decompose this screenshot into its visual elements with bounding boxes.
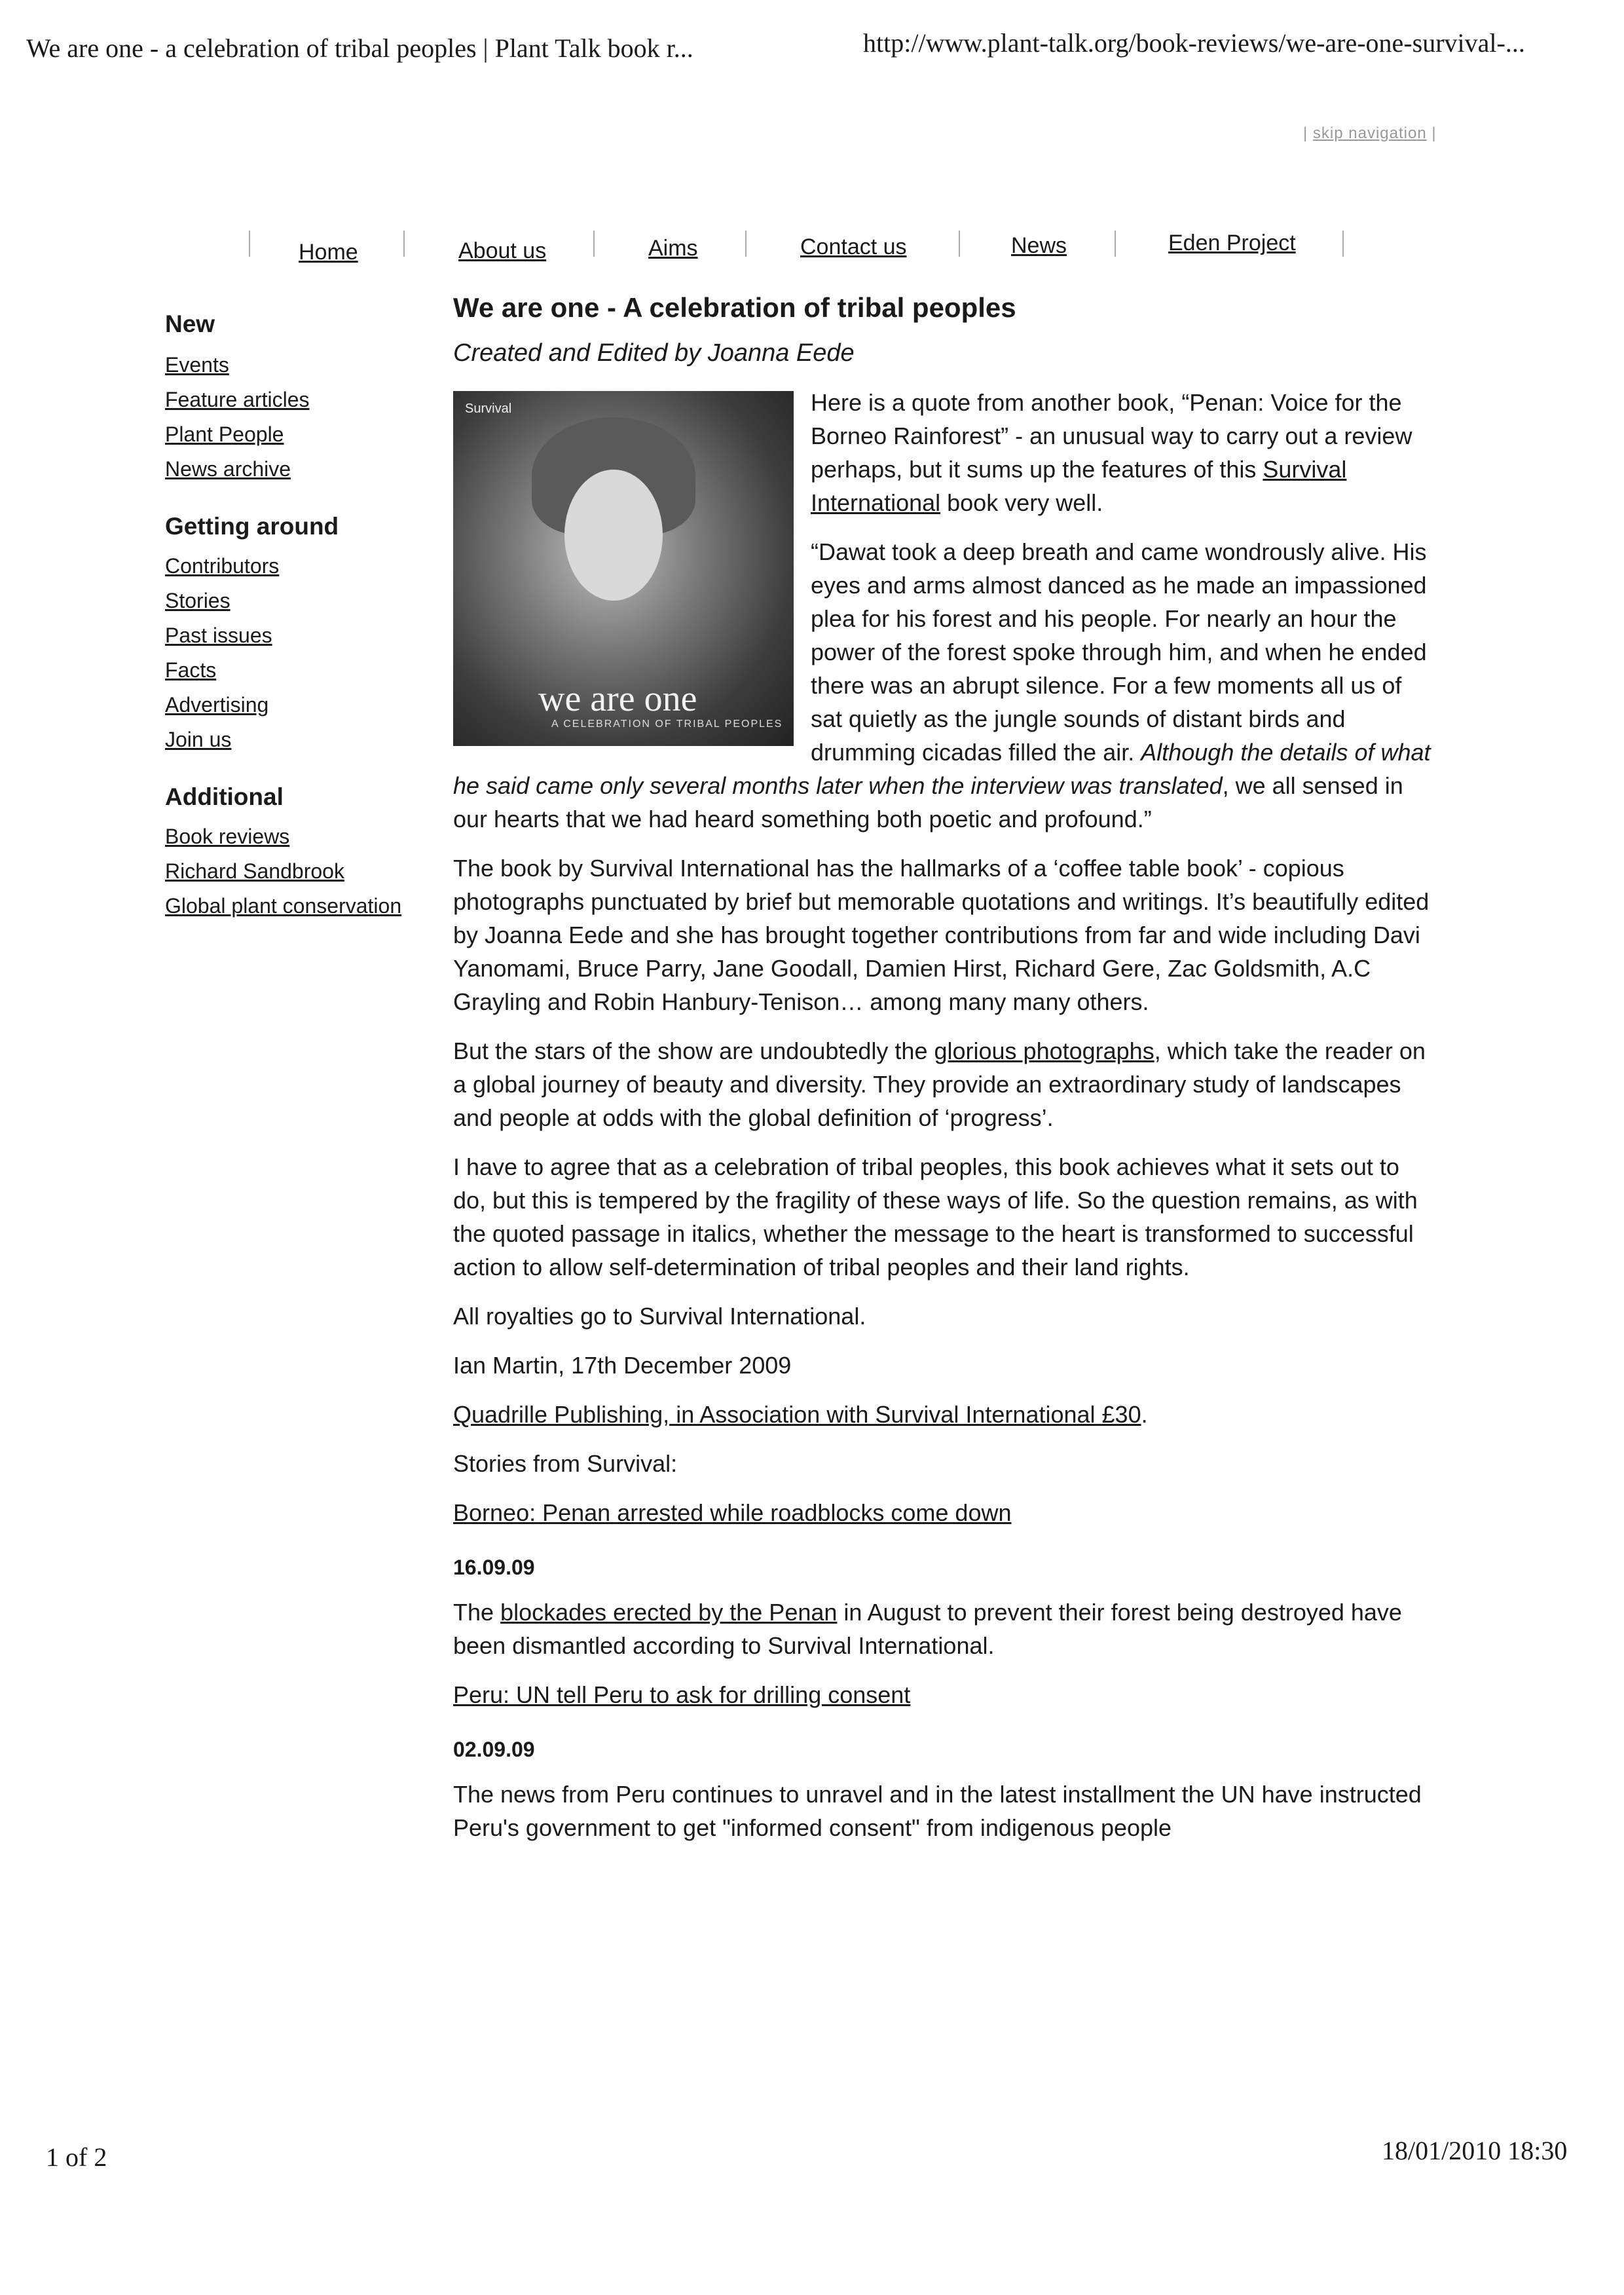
quote-text: “Dawat took a deep breath and came wondrously alive. His eyes and arms almost danced as he made an impassioned plea for his forest and his people. For nearly an hour the power of the forest spoke through him, and when he ended there was an abrupt silence. For a few moments all us of sat quietly as the jungle sounds of distant birds and drumming cicadas filled the air.: [811, 538, 1427, 766]
skip-navigation-link[interactable]: | skip navigation |: [1303, 124, 1437, 142]
paragraph-photographs: [453, 1034, 1435, 1134]
photographs-text: But the stars of the show are undoubtedly the: [453, 1037, 934, 1064]
sidebar-item-feature-articles[interactable]: Feature articles: [165, 388, 310, 411]
article-body: [453, 367, 1435, 1844]
sidebar-list-getting-around: [165, 549, 440, 757]
nav-separator: [1342, 231, 1344, 257]
cover-subtitle: A CELEBRATION OF TRIBAL PEOPLES: [551, 718, 783, 730]
sidebar-item-news-archive[interactable]: News archive: [165, 457, 291, 481]
top-navigation: [242, 231, 1356, 270]
sidebar-item-advertising[interactable]: Advertising: [165, 693, 269, 717]
intro-text-end: book very well.: [940, 489, 1103, 516]
print-page-url: http://www.plant-talk.org/book-reviews/we-are-one-survival-...: [863, 28, 1525, 58]
sidebar-item-events[interactable]: Events: [165, 353, 229, 377]
sidebar-list-additional: [165, 819, 440, 924]
sidebar-item-stories[interactable]: Stories: [165, 589, 231, 612]
publisher-link[interactable]: Quadrille Publishing, in Association with Survival International £30: [453, 1401, 1141, 1428]
print-page-title: We are one - a celebration of tribal peoples | Plant Talk book r...: [26, 33, 693, 63]
quote-italic-text: Although the details of what he said came only several months later when the interview was translated: [453, 739, 1431, 799]
nav-separator: [745, 231, 747, 257]
story-1-title: [453, 1496, 1435, 1529]
nav-news[interactable]: News: [1011, 233, 1067, 258]
main-content: [453, 292, 1435, 1844]
nav-separator: [1115, 231, 1116, 257]
sidebar-item-plant-people[interactable]: Plant People: [165, 422, 284, 446]
sidebar-item-contributors[interactable]: Contributors: [165, 554, 280, 578]
print-page-number: 1 of 2: [46, 2142, 107, 2172]
cover-brand: Survival: [465, 401, 512, 416]
sidebar-list-new: [165, 348, 440, 487]
story-1-text: The: [453, 1599, 501, 1626]
book-cover-image: [453, 391, 794, 746]
story-1-date: 16.09.09: [453, 1556, 535, 1579]
sidebar-item-global-plant-conservation[interactable]: Global plant conservation: [165, 894, 402, 918]
glorious-photographs-link[interactable]: glorious photographs: [934, 1037, 1154, 1064]
nav-separator: [249, 231, 250, 257]
sidebar-item-richard-sandbrook[interactable]: Richard Sandbrook: [165, 859, 344, 883]
stories-heading: Stories from Survival:: [453, 1450, 678, 1477]
author-date: Ian Martin, 17th December 2009: [453, 1352, 792, 1379]
nav-eden-project[interactable]: Eden Project: [1168, 231, 1296, 255]
cover-face: [564, 470, 663, 601]
story-2-summary: The news from Peru continues to unravel and in the latest installment the UN have instructed Peru's government to get "informed consent" from indigenous people: [453, 1781, 1422, 1841]
article-byline: Created and Edited by Joanna Eede: [453, 339, 855, 367]
sidebar-item-join-us[interactable]: Join us: [165, 728, 232, 751]
sidebar-item-book-reviews[interactable]: Book reviews: [165, 825, 290, 848]
nav-home[interactable]: Home: [299, 240, 358, 265]
sidebar-heading-additional: Additional: [165, 783, 284, 810]
story-1-summary: [453, 1595, 1435, 1662]
story-2-title: [453, 1678, 1435, 1711]
story-2-date: 02.09.09: [453, 1738, 535, 1761]
paragraph-royalties: All royalties go to Survival International.: [453, 1303, 866, 1330]
paragraph-conclusion: I have to agree that as a celebration of tribal peoples, this book achieves what it sets out to do, but this is tempered by the fragility of these ways of life. So the question remains, as with the quoted passage in italics, whether the message to the heart is transformed to successful action to allow self-determination of tribal peoples and their land rights.: [453, 1153, 1418, 1280]
nav-about-us[interactable]: About us: [458, 238, 547, 263]
paragraph-coffee-table: The book by Survival International has the hallmarks of a ‘coffee table book’ - copious photographs punctuated by brief but memorable quotations and writings. It’s beautifully edited by Joanna Eede and she has brought together contributions from far and wide including Davi Yanomami, Bruce Parry, Jane Goodall, Damien Hirst, Richard Gere, Zac Goldsmith, A.C Grayling and Robin Hanbury-Tenison… among many many others.: [453, 855, 1430, 1015]
publisher-line: [453, 1398, 1435, 1431]
cover-title: we are one: [538, 679, 697, 719]
photographs-text-end: , which take the reader on a global journey of beauty and diversity. They provide an extraordinary study of landscapes and people at odds with the global definition of ‘progress’.: [453, 1037, 1426, 1131]
blockades-link[interactable]: blockades erected by the Penan: [500, 1599, 838, 1626]
publisher-period: .: [1141, 1401, 1148, 1428]
sidebar: [165, 307, 440, 924]
nav-separator: [959, 231, 960, 257]
quote-text-end: , we all sensed in our hearts that we had heard something both poetic and profound.”: [453, 772, 1403, 832]
story-1-link[interactable]: Borneo: Penan arrested while roadblocks come down: [453, 1499, 1012, 1526]
sidebar-item-facts[interactable]: Facts: [165, 658, 217, 682]
nav-aims[interactable]: Aims: [648, 236, 698, 261]
sidebar-heading-new: New: [165, 310, 215, 337]
nav-contact-us[interactable]: Contact us: [800, 234, 907, 259]
story-1-text-end: in August to prevent their forest being destroyed have been dismantled according to Survival International.: [453, 1599, 1402, 1659]
print-timestamp: 18/01/2010 18:30: [1382, 2136, 1568, 2165]
intro-text: Here is a quote from another book, “Penan: Voice for the Borneo Rainforest” - an unusual way to carry out a review perhaps, but it sums up the features of this: [811, 389, 1412, 483]
nav-separator: [403, 231, 405, 257]
article-title: We are one - A celebration of tribal peoples: [453, 292, 1016, 323]
skip-navigation-label[interactable]: skip navigation: [1312, 124, 1427, 142]
survival-international-link[interactable]: Survival International: [811, 456, 1347, 516]
story-2-link[interactable]: Peru: UN tell Peru to ask for drilling consent: [453, 1681, 911, 1708]
sidebar-item-past-issues[interactable]: Past issues: [165, 624, 272, 647]
sidebar-heading-getting-around: Getting around: [165, 513, 339, 540]
nav-separator: [593, 231, 595, 257]
